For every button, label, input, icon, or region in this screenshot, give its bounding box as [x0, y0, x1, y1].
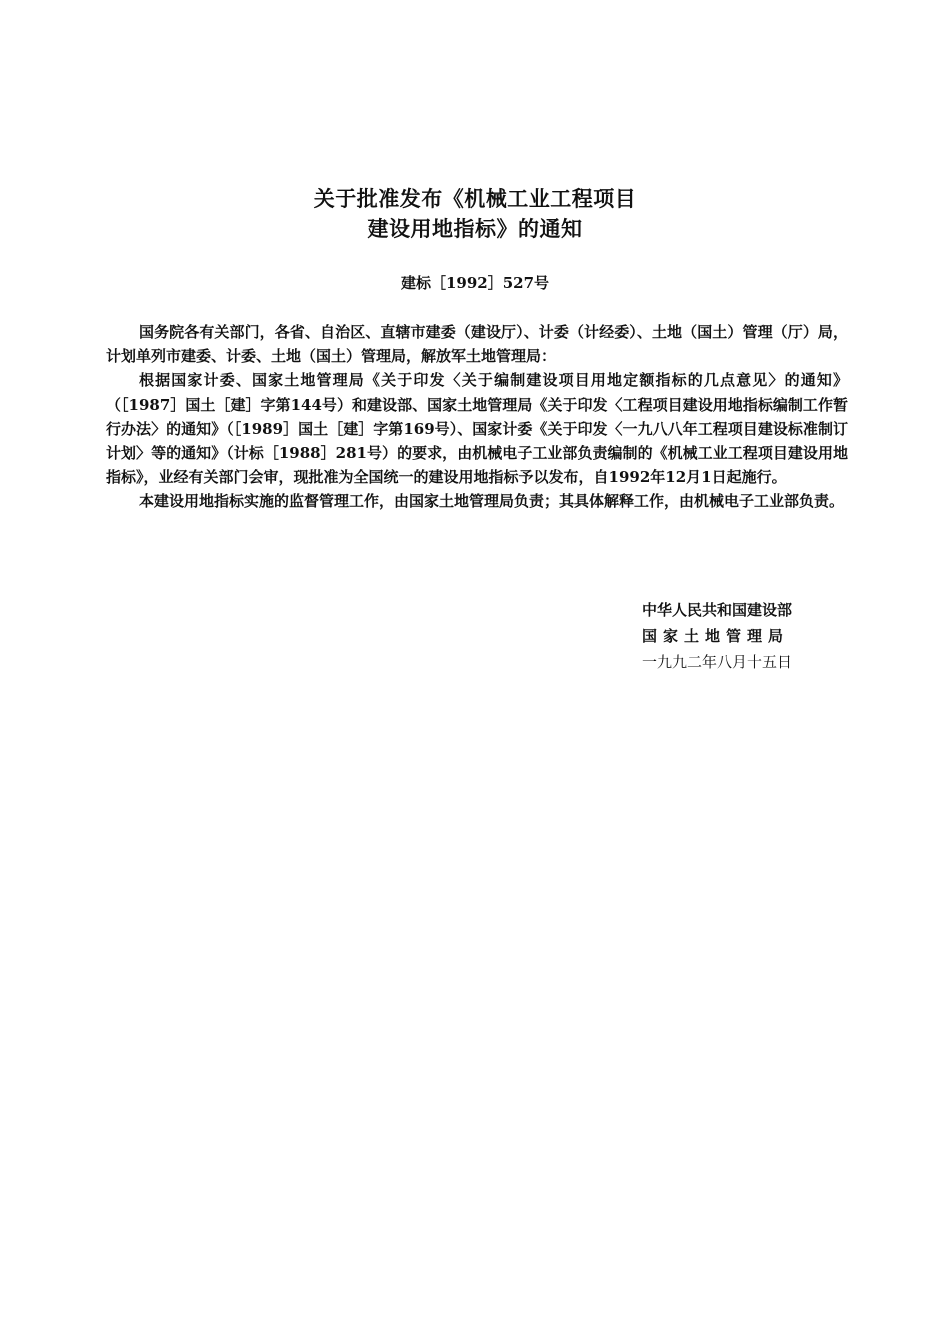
document-title-line-2: 建设用地指标》的通知 — [367, 216, 583, 241]
recipients-paragraph: 国务院各有关部门，各省、自治区、直辖市建委（建设厅）、计委（计经委）、土地（国土）管理（厅）局，计划单列市建委、计委、土地（国土）管理局，解放军土地管理局： — [106, 323, 848, 366]
body-paragraph-1: 根据国家计委、国家土地管理局《关于印发〈关于编制建设项目用地定额指标的几点意见〉的通知》（［1987］国土［建］字第144号）和建设部、国家土地管理局《关于印发〈工程项目建设用地指标编制工作暂行办法〉的通知》（［1989］国土［建］字第169号）、国家计委《关于印发〈一九八八年工程项目建设标准制订计划〉等的通知》（计标［1988］281号）的要求，由机械电子工业部负责编制的《机械工业工程项目建设用地指标》，业经有关部门会审，现批准为全国统一的建设用地指标予以发布，自1992年12月1日起施行。 — [106, 371, 848, 487]
signature-block — [642, 597, 792, 675]
signature-date: 一九九二年八月十五日 — [642, 653, 793, 671]
signature-org-land-bureau: 国家土地管理局 — [642, 627, 790, 645]
body-paragraph-2: 本建设用地指标实施的监督管理工作，由国家土地管理局负责；其具体解释工作，由机械电子工业部负责。 — [139, 492, 845, 511]
document-title-line-1: 关于批准发布《机械工业工程项目 — [313, 186, 637, 211]
document-body — [106, 320, 848, 514]
document-number: 建标［1992］527号 — [400, 274, 550, 292]
signature-org-ministry: 中华人民共和国建设部 — [642, 601, 793, 619]
